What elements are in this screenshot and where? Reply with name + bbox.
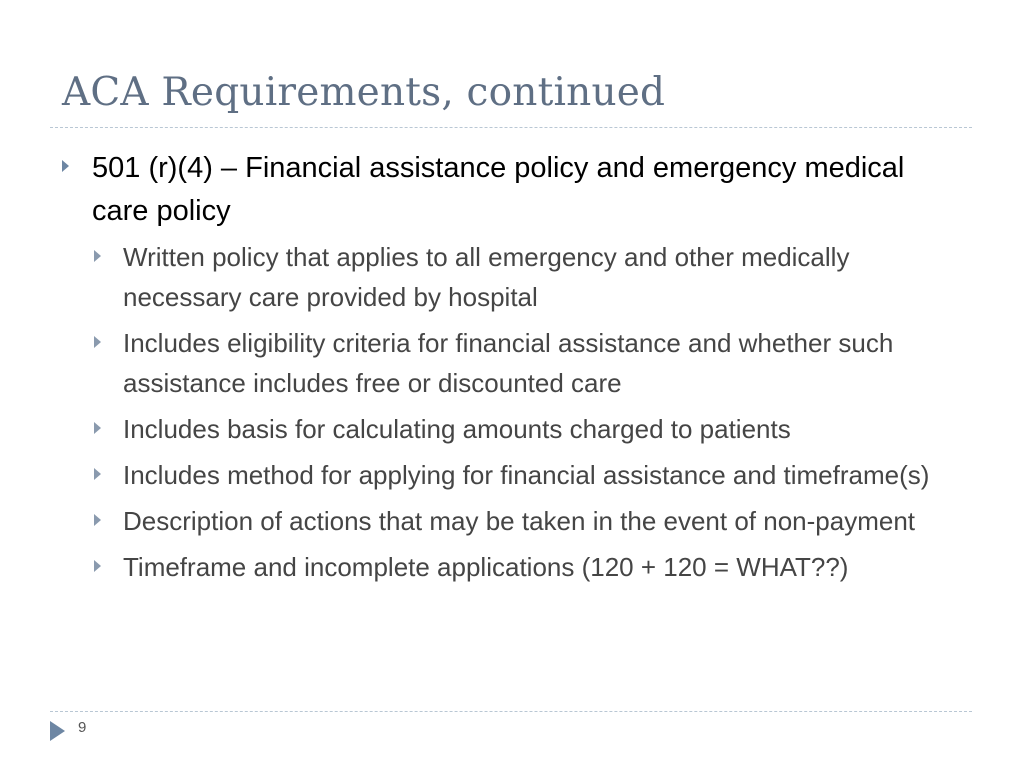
sub-bullet-text: Written policy that applies to all emergency and other medically necessary care provided by hospital: [123, 242, 850, 312]
sub-bullet-text: Includes basis for calculating amounts charged to patients: [123, 414, 791, 444]
sub-bullet-item: [92, 323, 962, 403]
sub-bullet-text: Includes eligibility criteria for financial assistance and whether such assistance includes free or discounted care: [123, 328, 894, 398]
sub-bullet-item: [92, 237, 962, 317]
triangle-bullet-icon: [94, 336, 101, 348]
slide-title: ACA Requirements, continued: [62, 70, 666, 115]
triangle-bullet-icon: [94, 514, 101, 526]
page-number: 9: [78, 719, 87, 736]
triangle-bullet-icon: [94, 560, 101, 572]
triangle-bullet-icon: [94, 250, 101, 262]
footer-triangle-icon: [50, 721, 65, 741]
triangle-bullet-icon: [94, 422, 101, 434]
bullet-item: [62, 147, 962, 233]
sub-bullet-text: Includes method for applying for financial assistance and timeframe(s): [123, 460, 930, 490]
title-divider: [50, 127, 972, 128]
sub-bullet-item: [92, 547, 962, 587]
triangle-bullet-icon: [94, 468, 101, 480]
sub-bullet-item: [92, 409, 962, 449]
slide-content: [62, 147, 962, 593]
sub-bullet-list: [92, 237, 962, 587]
triangle-bullet-icon: [62, 160, 69, 172]
sub-bullet-text: Timeframe and incomplete applications (120 + 120 = WHAT??): [123, 552, 849, 582]
sub-bullet-item: [92, 501, 962, 541]
bullet-text: 501 (r)(4) – Financial assistance policy and emergency medical care policy: [92, 152, 905, 227]
footer-divider: [50, 711, 972, 712]
sub-bullet-text: Description of actions that may be taken in the event of non-payment: [123, 506, 916, 536]
sub-bullet-item: [92, 455, 962, 495]
